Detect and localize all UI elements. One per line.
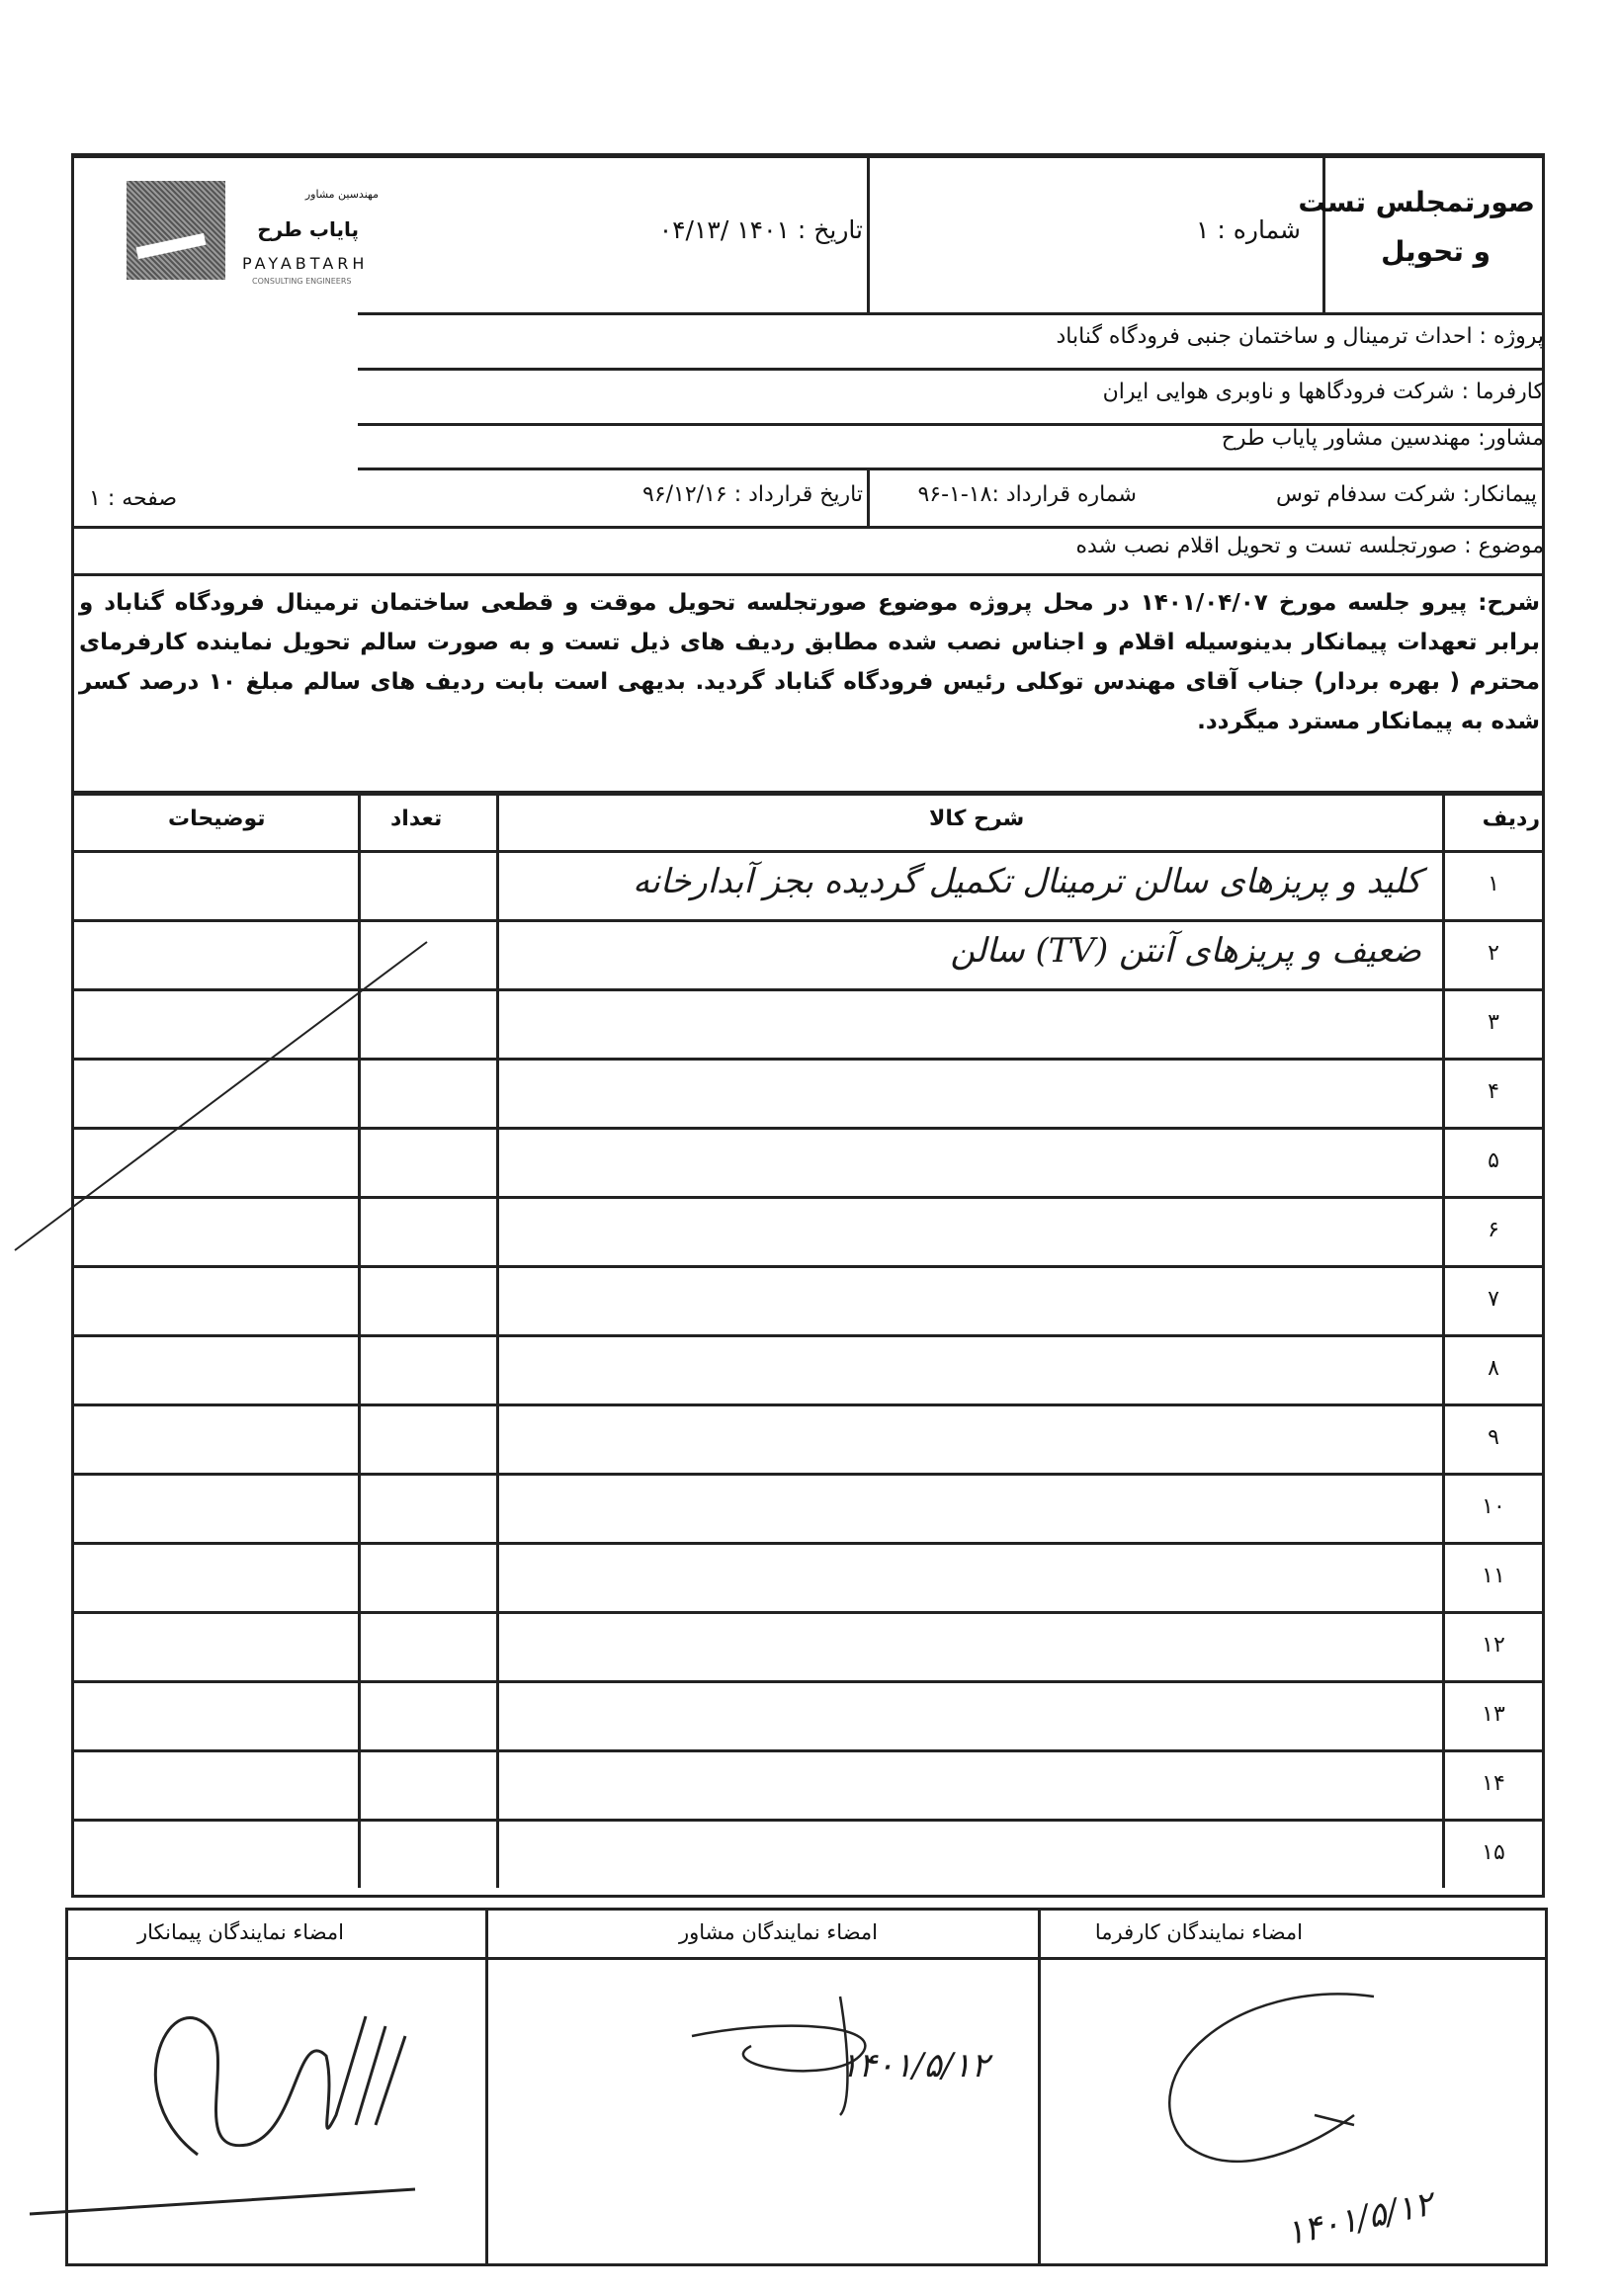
employer-signature-date: ۱۴۰۱/۵/۱۲	[1282, 2183, 1437, 2254]
header-quantity: تعداد	[390, 807, 443, 831]
row-item-description: ضعیف و پریزهای آنتن (TV) سالن	[950, 931, 1421, 971]
form-number: شماره : ۱	[1196, 215, 1301, 244]
row-number: ۲	[1488, 941, 1499, 966]
employer-field: کارفرما : شرکت فرودگاهها و ناوبری هوایی ایران	[1102, 380, 1544, 404]
contractor-signature	[30, 2016, 415, 2214]
description-text: شرح: پیرو جلسه مورخ ۱۴۰۱/۰۴/۰۷ در محل پروژه موضوع صورتجلسه تحویل موقت و قطعی ساختمان ترمینال فرودگاه گناباد و برابر تعهدات پیمانکار بدینوسیله اقلام و اجناس نصب شده مطابق ردیف های ذیل تست و به صورت سالم تحویل نماینده کارفرمای محترم ( بهره بردار) جناب آقای مهندس توکلی رئیس فرودگاه گناباد گردید. بدیهی است بابت ردیف های سالم مبلغ ۱۰ درصد کسر شده به پیمانکار مسترد میگردد.	[79, 590, 1540, 734]
row-item-description: کلید و پریزهای سالن ترمینال تکمیل گردیده بجز آبدارخانه	[633, 862, 1421, 901]
row-number: ۱	[1488, 872, 1499, 896]
logo-fa-small: مهندسین مشاور	[304, 188, 379, 201]
subject-field: موضوع : صورتجلسه تست و تحویل اقلام نصب شده	[1075, 534, 1544, 558]
row-number: ۳	[1488, 1010, 1499, 1035]
row-number: ۶	[1488, 1218, 1499, 1242]
form-date: تاریخ : ۱۴۰۱ /۰۴/۱۳	[658, 215, 863, 244]
logo-en-name: PAYABTARH	[242, 254, 369, 273]
row-number: ۴	[1488, 1079, 1499, 1104]
row-number: ۱۳	[1482, 1702, 1505, 1727]
header-notes: توضیحات	[168, 807, 266, 831]
project-field: پروژه : احداث ترمینال و ساختمان جنبی فرودگاه گناباد	[1056, 324, 1544, 349]
row-number: ۵	[1488, 1148, 1499, 1173]
row-number: ۹	[1488, 1425, 1499, 1450]
form-title-2: و تحویل	[1381, 235, 1491, 268]
page-number: صفحه : ۱	[89, 486, 178, 511]
consultant-signature-label: امضاء نمایندگان مشاور	[679, 1920, 878, 1944]
diagonal-strike-line	[15, 942, 427, 1250]
row-number: ۱۵	[1482, 1840, 1505, 1865]
row-number: ۱۲	[1482, 1633, 1505, 1658]
row-number: ۷	[1488, 1287, 1499, 1312]
contract-date: تاریخ قرارداد : ۹۶/۱۲/۱۶	[642, 482, 863, 507]
employer-signature	[1169, 1994, 1374, 2161]
row-number: ۱۰	[1482, 1494, 1505, 1519]
logo-en-sub: CONSULTING ENGINEERS	[252, 277, 352, 286]
row-number: ۸	[1488, 1356, 1499, 1381]
contractor-field: پیمانکار: شرکت سدفام توس	[1276, 482, 1537, 507]
contractor-signature-label: امضاء نمایندگان پیمانکار	[136, 1920, 344, 1944]
row-number: ۱۱	[1482, 1564, 1505, 1588]
logo-fa-name: پایاب طرح	[257, 217, 359, 241]
consultant-signature-date: ۱۴۰۱/۵/۱۲	[840, 2046, 989, 2085]
employer-signature-label: امضاء نمایندگان کارفرما	[1094, 1920, 1303, 1944]
row-number: ۱۴	[1482, 1771, 1505, 1796]
header-item-description: شرح کالا	[929, 807, 1025, 831]
consultant-field: مشاور: مهندسین مشاور پایاب طرح	[1221, 426, 1544, 451]
form-title: صورتمجلس تست	[1298, 186, 1535, 218]
header-row-number: ردیف	[1482, 807, 1540, 831]
contract-number: شماره قرارداد :۱۸-۱-۹۶	[917, 482, 1137, 507]
consultant-signature	[692, 1997, 865, 2115]
